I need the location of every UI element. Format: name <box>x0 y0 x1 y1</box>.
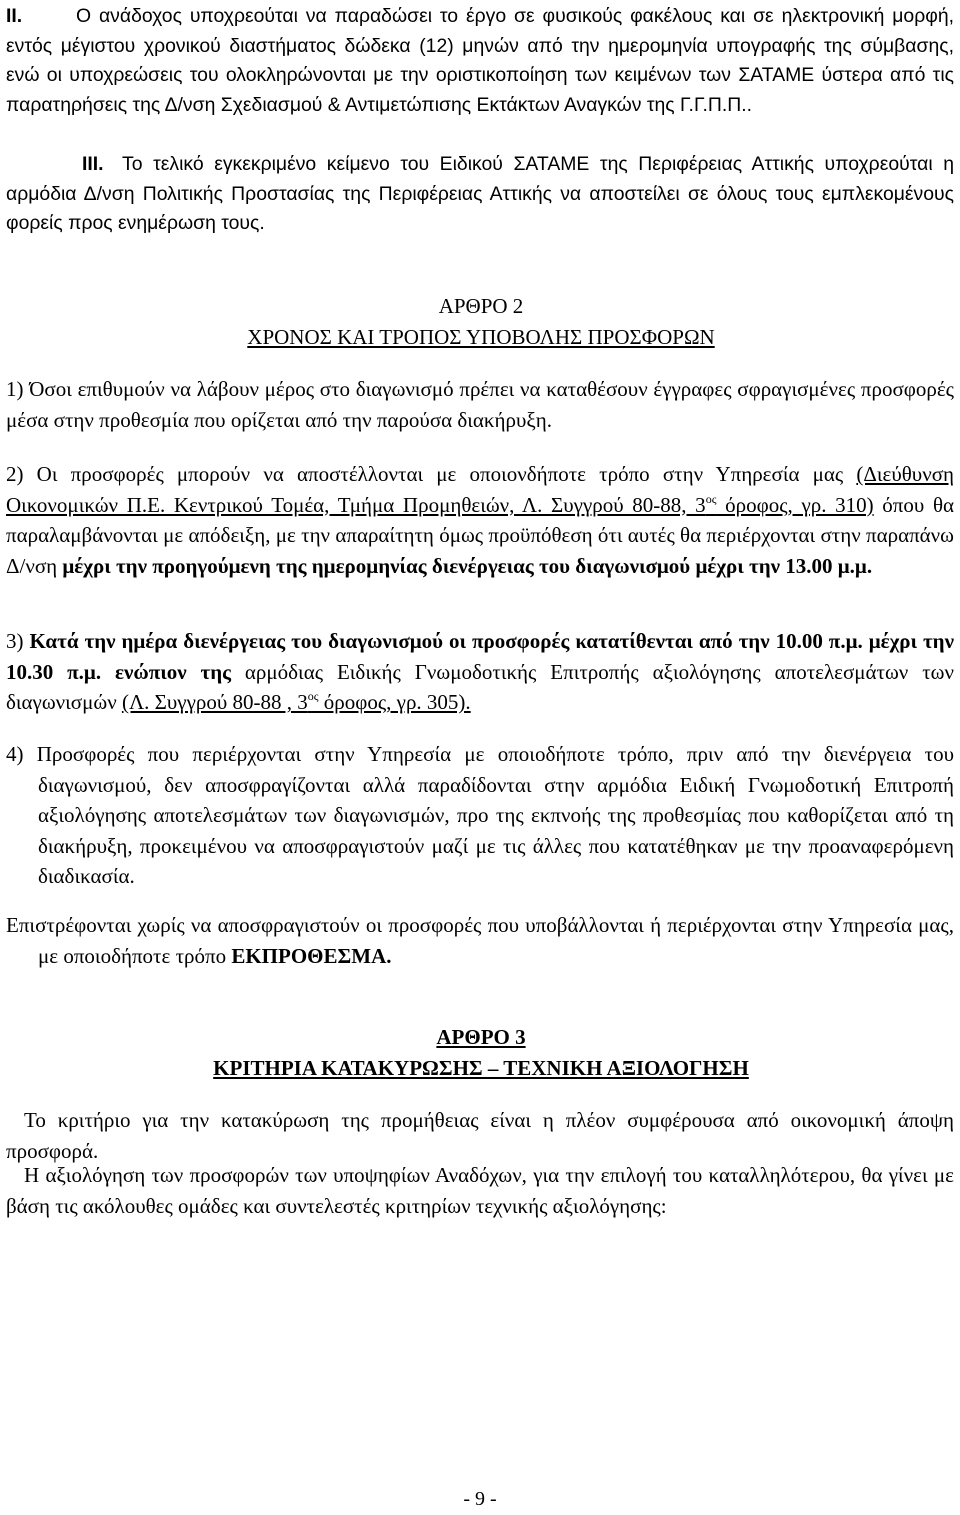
item-3-number: 3) <box>6 629 30 653</box>
item-3-address-text-2: όροφος, γρ. 305). <box>318 690 471 714</box>
paragraph-iii <box>6 150 954 239</box>
paragraph-ii <box>6 2 954 120</box>
item-3-address-sup: ος <box>307 689 319 703</box>
item-2-address-sup: ος <box>705 491 717 506</box>
article-2-item-3 <box>6 626 954 718</box>
paragraph-ii-text: Ο ανάδοχος υποχρεούται να παραδώσει το έργο σε φυσικούς φακέλους και σε ηλεκτρονική μορφή, εντός μέγιστου χρονικού διαστήματος δώδεκα (12) μηνών από την ημερομηνία υπογραφής της σύμβασης, ενώ οι υποχρεώσεις του ολοκληρώνονται με την οριστικοποίηση των κειμένων των ΣΑΤΑΜΕ ύστερα από τις παρατηρήσεις της Δ/νση Σχεδιασμού & Αντιμετώπισης Εκτάκτων Αναγκών της Γ.Γ.Π.Π.. <box>6 5 954 116</box>
item-3-time: Κατά την ημέρα διενέργειας του διαγωνισμού οι προσφορές κατατίθενται από την 10.00 π.μ. μέχρι την 10.30 π.μ. ενώπιον της <box>6 629 954 684</box>
page-number: - 9 - <box>463 1488 497 1510</box>
item-2-intro: 2) Οι προσφορές μπορούν να αποστέλλονται με οποιονδήποτε τρόπο στην Υπηρεσία μας <box>6 462 857 486</box>
article-2-number: ΑΡΘΡΟ 2 <box>438 294 524 318</box>
article-2-returned <box>6 910 954 971</box>
article-3-paragraph-2: Η αξιολόγηση των προσφορών των υποψηφίων Αναδόχων, για την επιλογή του καταλληλότερου, θα γίνει με βάση τις ακόλουθες ομάδες και συντελεστές κριτηρίων τεχνικής αξιολόγησης: <box>6 1163 954 1218</box>
item-2-address-text-2: όροφος, γρ. 310) <box>716 492 874 517</box>
article-2-item-1: 1) Όσοι επιθυμούν να λάβουν μέρος στο διαγωνισμό πρέπει να καταθέσουν έγγραφες σφραγισμένες προσφορές μέσα στην προθεσμία που ορίζεται από την παρούσα διακήρυξη. <box>6 377 954 432</box>
article-3-number-text: ΑΡΘΡΟ 3 <box>436 1025 526 1049</box>
article-2-heading <box>6 291 956 352</box>
paragraph-ii-label: ΙΙ. <box>6 5 23 27</box>
item-3-body: αρμόδιας Ειδικής Γνωμοδοτικής Επιτροπής αξιολόγησης αποτελεσμάτων των διαγωνισμών <box>6 659 954 714</box>
article-3-paragraph-1: Το κριτήριο για την κατακύρωση της προμήθειας είναι η πλέον συμφέρουσα από οικονομική άποψη προσφορά. <box>6 1108 954 1163</box>
paragraph-iii-text: Το τελικό εγκεκριμένο κείμενο του Ειδικού ΣΑΤΑΜΕ της Περιφέρειας Αττικής υποχρεούται η αρμόδια Δ/νση Πολιτικής Προστασίας της Περιφέρειας Αττικής να αποστείλει σε όλους τους εμπλεκομένους φορείς προς ενημέρωση τους. <box>6 153 954 235</box>
item-3-address-text: (Λ. Συγγρού 80-88 , 3 <box>121 690 308 714</box>
returned-text: Επιστρέφονται χωρίς να αποσφραγιστούν οι προσφορές που υποβάλλονται ή περιέρχονται στην Υπηρεσία μας, με οποιοδήποτε τρόπο <box>6 913 954 968</box>
article-3-title: ΚΡΙΤΗΡΙΑ ΚΑΤΑΚΥΡΩΣΗΣ – ΤΕΧΝΙΚΗ ΑΞΙΟΛΟΓΗΣΗ <box>213 1055 749 1080</box>
item-3-address <box>122 690 471 714</box>
item-2-address-text: (Διεύθυνση Οικονομικών Π.Ε. Κεντρικού Τομέα, Τμήμα Προμηθειών, Λ. Συγγρού 80-88, 3 <box>6 462 954 517</box>
returned-bold: ΕΚΠΡΟΘΕΣΜΑ. <box>231 943 392 968</box>
article-2-item-2 <box>6 459 954 581</box>
article-3-number <box>6 1022 956 1053</box>
article-2-item-4: 4) Προσφορές που περιέρχονται στην Υπηρεσία με οποιοδήποτε τρόπο, πριν από την διενέργεια του διαγωνισμού, δεν αποσφραγίζονται αλλά παραδίδονται στην αρμόδια Ειδική Γνωμοδοτική Επιτροπή αξιολόγησης αποτελεσμάτων των διαγωνισμών, προ της εκπνοής της προθεσμίας που καθορίζεται από τη διακήρυξη, προκειμένου να αποσφραγιστούν μαζί με τις άλλες που κατατέθηκαν με την προαναφερόμενη διαδικασία. <box>6 742 954 888</box>
item-2-deadline: μέχρι την προηγούμενη της ημερομηνίας διενέργειας του διαγωνισμού μέχρι την 13.00 μ.μ. <box>62 553 873 578</box>
article-3-heading <box>6 1022 956 1083</box>
paragraph-iii-label: ΙΙΙ. <box>82 153 104 175</box>
article-2-title: ΧΡΟΝΟΣ ΚΑΙ ΤΡΟΠΟΣ ΥΠΟΒΟΛΗΣ ΠΡΟΣΦΟΡΩΝ <box>247 324 715 349</box>
item-2-body: όπου θα παραλαμβάνονται με απόδειξη, με την απαραίτητη όμως προϋπόθεση ότι αυτές θα περιέρχονται στην παραπάνω Δ/νση <box>6 492 955 578</box>
